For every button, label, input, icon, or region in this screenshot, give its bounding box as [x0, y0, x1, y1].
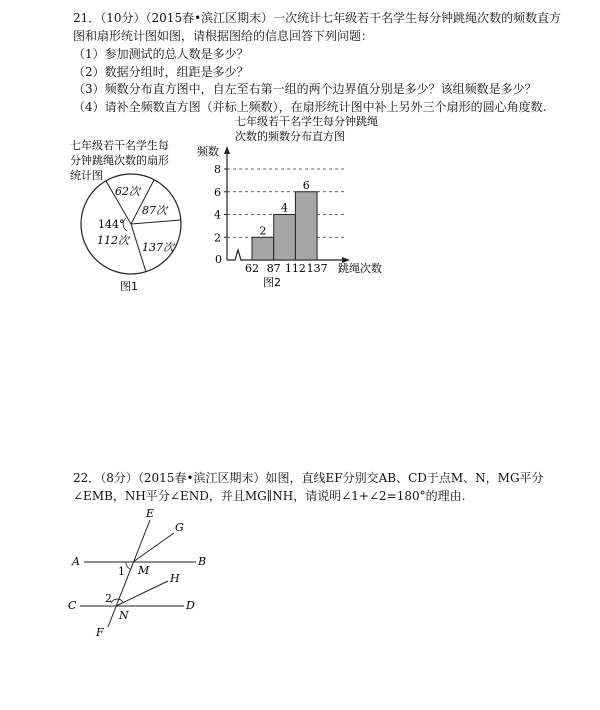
q21-item-3: （3）频数分布直方图中，自左至右第一组的两个边界值分别是多少？该组频数是多少？	[73, 82, 537, 96]
angle-label-2: 2	[105, 592, 112, 605]
angle-1-arc	[126, 562, 130, 569]
histogram-figure	[195, 112, 405, 292]
q21-header: 21．（10分）（2015春•滨江区期末）一次统计七年级若干名学生每分钟跳绳次数的频数直方	[73, 11, 562, 25]
histogram-y-tick-label-8: 8	[214, 163, 221, 176]
histogram-y-label: 频数	[197, 145, 219, 158]
histogram-title-line-1: 七年级若干名学生每分钟跳绳	[235, 115, 378, 128]
point-label-g: G	[175, 521, 184, 534]
histogram-x-tick-label-137: 137	[306, 262, 328, 275]
pie-label-137: 137次	[142, 241, 174, 254]
histogram-bar-1	[252, 237, 274, 260]
q21-header-continued: 图和扇形统计图如图，请根据图给的信息回答下列问题：	[73, 29, 374, 43]
histogram-bar-label-2: 4	[281, 201, 289, 215]
q21-item-2: （2）数据分组时，组距是多少？	[73, 65, 249, 79]
histogram-caption: 图2	[263, 276, 281, 289]
pie-figure	[70, 138, 200, 298]
q21-item-1: （1）参加测试的总人数是多少？	[73, 47, 249, 61]
q21-item-4: （4）请补全频数直方图（并标上频数），在扇形统计图中补上另外三个扇形的圆心角度数.	[73, 100, 547, 114]
histogram-origin: 0	[215, 253, 222, 266]
histogram-bar-label-1: 2	[259, 224, 267, 238]
angle-label-1: 1	[118, 565, 125, 578]
point-label-m: M	[138, 564, 150, 577]
pie-label-87: 87次	[142, 204, 167, 217]
point-label-d: D	[186, 599, 195, 612]
histogram-y-tick-label-2: 2	[214, 231, 221, 245]
point-label-h: H	[170, 572, 180, 585]
histogram-x-label: 跳绳次数	[338, 262, 382, 275]
histogram-bar-3	[295, 192, 317, 260]
histogram-y-tick-label-6: 6	[214, 185, 221, 199]
q22-line-2: ∠EMB，NH平分∠END，并且MG∥NH，请说明∠1+∠2=180°的理由.	[73, 489, 466, 503]
pie-title-line-1: 七年级若干名学生每	[70, 139, 169, 152]
pie-title-line-3: 统计图	[70, 169, 103, 182]
pie-label-112: 112次	[97, 234, 129, 247]
point-label-f: F	[96, 626, 104, 639]
geometry-figure	[66, 505, 216, 645]
histogram-y-tick-label-4: 4	[214, 208, 221, 222]
histogram-x-tick-label-62: 62	[245, 262, 259, 275]
histogram-y-axis-arrow	[224, 146, 230, 154]
angle-2-arc	[111, 599, 123, 603]
point-label-c: C	[68, 599, 77, 612]
ray-nh	[116, 581, 168, 606]
histogram-bar-2	[274, 215, 296, 261]
q22-line-1: 22．（8分）（2015春•滨江区期末）如图，直线EF分别交AB、CD于点M、N，MG平分	[73, 471, 544, 485]
point-label-b: B	[198, 555, 207, 568]
pie-caption: 图1	[120, 280, 138, 293]
pie-label-144deg: 144°	[98, 218, 125, 231]
histogram-x-tick-label-87: 87	[266, 262, 281, 275]
histogram-title-line-2: 次数的频数分布直方图	[235, 130, 345, 143]
pie-title-line-2: 分钟跳绳次数的扇形	[70, 154, 169, 167]
pie-label-62: 62次	[115, 185, 140, 198]
histogram-x-tick-label-112: 112	[284, 262, 306, 275]
histogram-bar-label-3: 6	[302, 178, 310, 192]
pie-radius-3	[131, 220, 181, 224]
point-label-n: N	[119, 609, 129, 622]
point-label-e: E	[146, 507, 155, 520]
point-label-a: A	[72, 555, 80, 568]
